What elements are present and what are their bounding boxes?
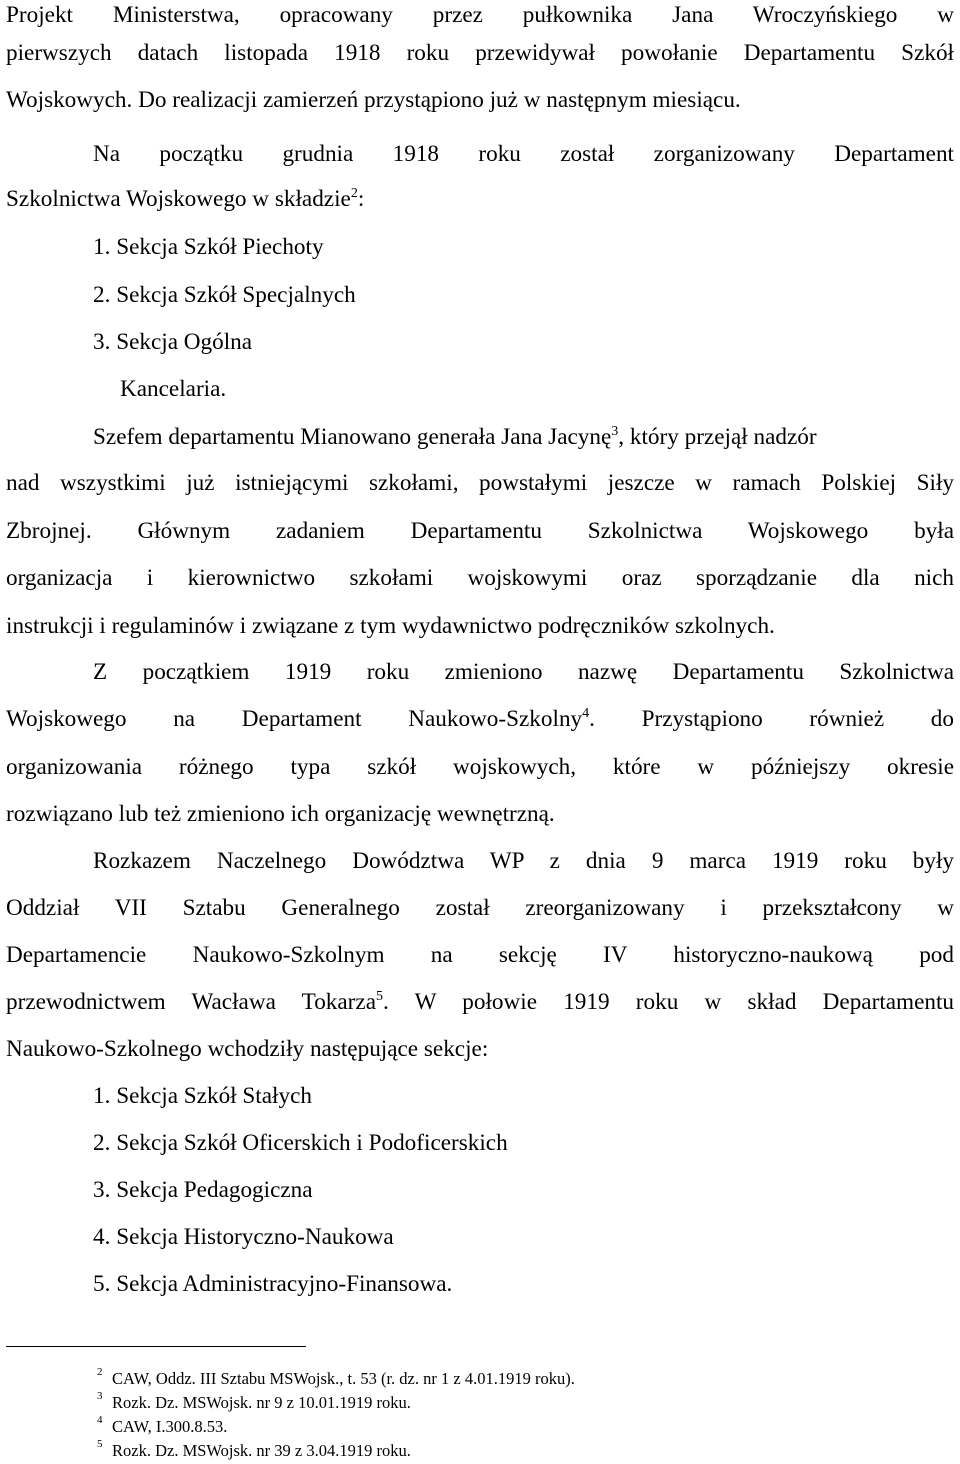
paragraph-text: Szkolnictwa Wojskowego w składzie [6, 186, 351, 212]
paragraph-text: przewodnictwem Wacława Tokarza [6, 989, 376, 1015]
footnote-ref: 4 [582, 706, 590, 721]
paragraph-text: Szefem departamentu Mianowano generała Jana Jacynę [93, 424, 612, 450]
paragraph-line: Z początkiem 1919 roku zmieniono nazwę Departamentu Szkolnictwa [93, 659, 954, 685]
list-item: 2. Sekcja Szkół Specjalnych [93, 282, 356, 308]
list-item: 3. Sekcja Ogólna [93, 329, 253, 355]
footnote-text: Rozk. Dz. MSWojsk. nr 9 z 10.01.1919 roku. [112, 1393, 411, 1412]
paragraph-text: . Przystąpiono również do [589, 706, 954, 732]
paragraph-line: organizowania różnego typa szkół wojskowych, które w późniejszy okresie [6, 754, 954, 780]
footnote-ref: 3 [611, 424, 619, 439]
paragraph-line: pierwszych datach listopada 1918 roku przewidywał powołanie Departamentu Szkół [6, 40, 954, 66]
paragraph-text: . W połowie 1919 roku w skład Departamentu [383, 989, 955, 1015]
footnote-ref: 2 [350, 186, 358, 201]
footnote-number: 3 [97, 1390, 103, 1402]
paragraph-text: : [357, 186, 365, 212]
list-item: 2. Sekcja Szkół Oficerskich i Podoficerskich [93, 1130, 508, 1156]
paragraph-line: Rozkazem Naczelnego Dowództwa WP z dnia 9 marca 1919 roku były [93, 848, 954, 874]
footnote [93, 1368, 575, 1390]
list-item: Kancelaria. [120, 376, 227, 402]
footnote-number: 5 [97, 1438, 103, 1450]
list-item: 3. Sekcja Pedagogiczna [93, 1177, 313, 1203]
paragraph-line: Na początku grudnia 1918 roku został zorganizowany Departament [93, 141, 954, 167]
footnote [93, 1416, 227, 1438]
footnote-number: 4 [97, 1414, 103, 1426]
paragraph-line: Wojskowych. Do realizacji zamierzeń przystąpiono już w następnym miesiącu. [6, 87, 741, 113]
list-item: 5. Sekcja Administracyjno-Finansowa. [93, 1271, 453, 1297]
paragraph-line: organizacja i kierownictwo szkołami wojskowymi oraz sporządzanie dla nich [6, 565, 954, 591]
paragraph-line: Zbrojnej. Głównym zadaniem Departamentu Szkolnictwa Wojskowego była [6, 518, 954, 544]
paragraph-line [6, 704, 954, 734]
paragraph-line: Projekt Ministerstwa, opracowany przez pułkownika Jana Wroczyńskiego w [6, 2, 954, 28]
list-item: 4. Sekcja Historyczno-Naukowa [93, 1224, 394, 1250]
paragraph-text [93, 422, 817, 452]
paragraph-line: Naukowo-Szkolnego wchodziły następujące sekcje: [6, 1036, 489, 1062]
footnote-text: CAW, I.300.8.53. [112, 1417, 228, 1436]
paragraph-line: rozwiązano lub też zmieniono ich organizację wewnętrzną. [6, 801, 555, 827]
paragraph-line [6, 184, 364, 214]
footnote-separator [6, 1346, 306, 1347]
paragraph-text: , który przejął nadzór [618, 424, 817, 450]
paragraph-line: instrukcji i regulaminów i związane z tym wydawnictwo podręczników szkolnych. [6, 613, 775, 639]
footnote [93, 1392, 411, 1414]
paragraph-line [93, 422, 954, 452]
paragraph-line: nad wszystkimi już istniejącymi szkołami, powstałymi jeszcze w ramach Polskiej Siły [6, 470, 954, 496]
footnote-text: CAW, Oddz. III Sztabu MSWojsk., t. 53 (r. dz. nr 1 z 4.01.1919 roku). [112, 1369, 575, 1388]
footnote-number: 2 [97, 1366, 103, 1378]
footnote [93, 1440, 411, 1462]
list-item: 1. Sekcja Szkół Stałych [93, 1083, 312, 1109]
list-item: 1. Sekcja Szkół Piechoty [93, 234, 324, 260]
footnote-text: Rozk. Dz. MSWojsk. nr 39 z 3.04.1919 roku. [112, 1441, 411, 1460]
paragraph-text: Wojskowego na Departament Naukowo-Szkolny [6, 706, 583, 732]
paragraph-line [6, 987, 954, 1017]
paragraph-line: Oddział VII Sztabu Generalnego został zreorganizowany i przekształcony w [6, 895, 954, 921]
footnote-ref: 5 [376, 989, 383, 1004]
paragraph-line: Departamencie Naukowo-Szkolnym na sekcję IV historyczno-naukową pod [6, 942, 954, 968]
